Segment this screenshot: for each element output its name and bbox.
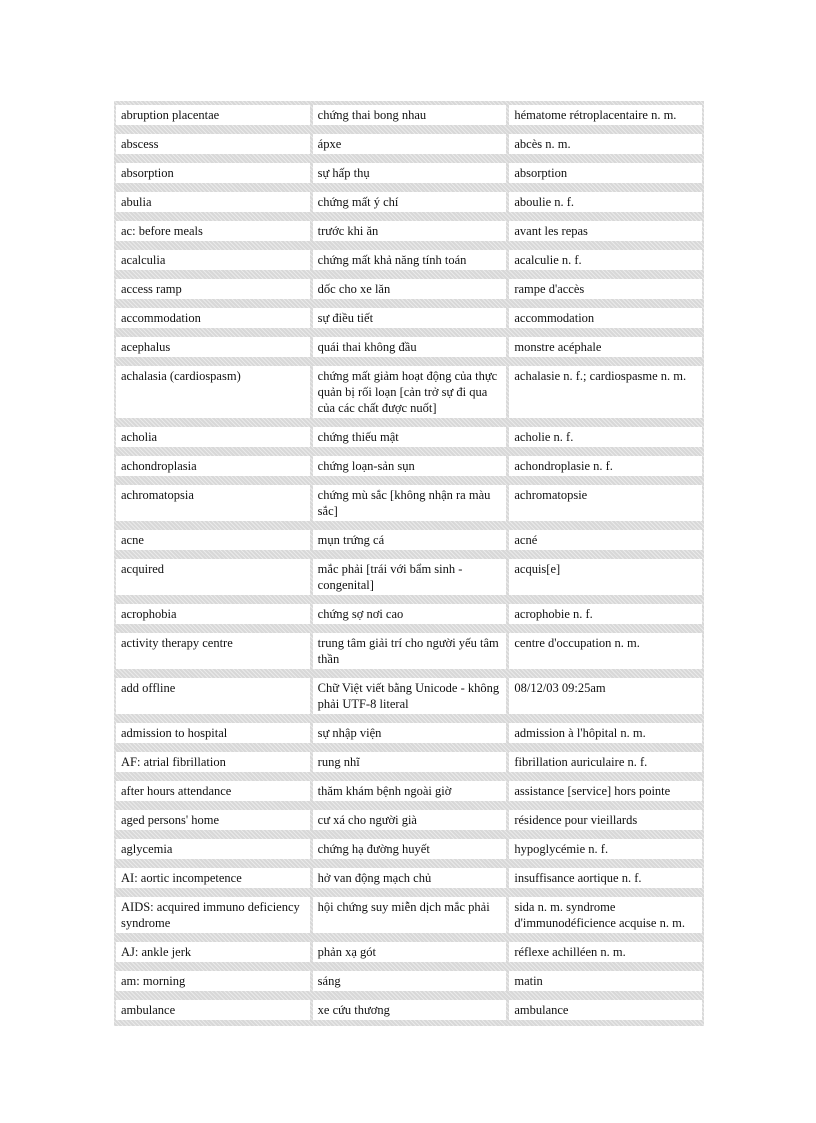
term-english: AI: aortic incompetence xyxy=(116,868,310,888)
table-row xyxy=(116,221,702,241)
term-english: abscess xyxy=(116,134,310,154)
table-row xyxy=(116,810,702,830)
term-english: achondroplasia xyxy=(116,456,310,476)
term-vietnamese: mắc phải [trái với bẩm sinh - congenital] xyxy=(313,559,507,595)
term-english: admission to hospital xyxy=(116,723,310,743)
table-row xyxy=(116,530,702,550)
term-vietnamese: Chữ Việt viết bằng Unicode - không phải UTF-8 literal xyxy=(313,678,507,714)
term-french: aboulie n. f. xyxy=(509,192,702,212)
table-row xyxy=(116,633,702,669)
term-french: abcès n. m. xyxy=(509,134,702,154)
term-english: acne xyxy=(116,530,310,550)
glossary-table xyxy=(114,101,704,1026)
table-row xyxy=(116,105,702,125)
term-vietnamese: mụn trứng cá xyxy=(313,530,507,550)
term-french: acrophobie n. f. xyxy=(509,604,702,624)
term-french: insuffisance aortique n. f. xyxy=(509,868,702,888)
term-vietnamese: sự nhập viện xyxy=(313,723,507,743)
term-vietnamese: sáng xyxy=(313,971,507,991)
term-vietnamese: chứng thai bong nhau xyxy=(313,105,507,125)
term-vietnamese: trước khi ăn xyxy=(313,221,507,241)
term-english: achromatopsia xyxy=(116,485,310,521)
table-row xyxy=(116,163,702,183)
term-french: monstre acéphale xyxy=(509,337,702,357)
term-vietnamese: cư xá cho người già xyxy=(313,810,507,830)
table-row xyxy=(116,308,702,328)
term-vietnamese: sự hấp thụ xyxy=(313,163,507,183)
term-english: achalasia (cardiospasm) xyxy=(116,366,310,418)
table-row xyxy=(116,279,702,299)
table-row xyxy=(116,604,702,624)
term-english: am: morning xyxy=(116,971,310,991)
term-french: avant les repas xyxy=(509,221,702,241)
term-english: access ramp xyxy=(116,279,310,299)
term-english: acephalus xyxy=(116,337,310,357)
term-vietnamese: chứng mất khả năng tính toán xyxy=(313,250,507,270)
table-row xyxy=(116,427,702,447)
term-english: acholia xyxy=(116,427,310,447)
term-english: aged persons' home xyxy=(116,810,310,830)
term-french: acquis[e] xyxy=(509,559,702,595)
term-vietnamese: trung tâm giải trí cho người yếu tâm thần xyxy=(313,633,507,669)
term-vietnamese: chứng mù sắc [không nhận ra màu sắc] xyxy=(313,485,507,521)
table-row xyxy=(116,559,702,595)
term-french: fibrillation auriculaire n. f. xyxy=(509,752,702,772)
term-english: abruption placentae xyxy=(116,105,310,125)
table-row xyxy=(116,678,702,714)
term-vietnamese: ápxe xyxy=(313,134,507,154)
term-french: hématome rétroplacentaire n. m. xyxy=(509,105,702,125)
table-row xyxy=(116,366,702,418)
table-row xyxy=(116,337,702,357)
term-french: réflexe achilléen n. m. xyxy=(509,942,702,962)
table-row xyxy=(116,868,702,888)
term-vietnamese: chứng sợ nơi cao xyxy=(313,604,507,624)
term-english: accommodation xyxy=(116,308,310,328)
term-french: résidence pour vieillards xyxy=(509,810,702,830)
table-row xyxy=(116,781,702,801)
term-french: centre d'occupation n. m. xyxy=(509,633,702,669)
term-vietnamese: hở van động mạch chủ xyxy=(313,868,507,888)
term-french: sida n. m. syndrome d'immunodéficience acquise n. m. xyxy=(509,897,702,933)
term-french: admission à l'hôpital n. m. xyxy=(509,723,702,743)
term-vietnamese: chứng mất ý chí xyxy=(313,192,507,212)
term-english: ac: before meals xyxy=(116,221,310,241)
term-english: after hours attendance xyxy=(116,781,310,801)
term-vietnamese: chứng mất giảm hoạt động của thực quản bị rối loạn [cản trở sự đi qua của các chất được nuốt] xyxy=(313,366,507,418)
table-row xyxy=(116,192,702,212)
table-row xyxy=(116,971,702,991)
term-french: hypoglycémie n. f. xyxy=(509,839,702,859)
term-english: abulia xyxy=(116,192,310,212)
table-row xyxy=(116,456,702,476)
term-french: ambulance xyxy=(509,1000,702,1020)
term-english: acquired xyxy=(116,559,310,595)
term-english: acalculia xyxy=(116,250,310,270)
term-vietnamese: xe cứu thương xyxy=(313,1000,507,1020)
term-vietnamese: quái thai không đầu xyxy=(313,337,507,357)
term-french: achalasie n. f.; cardiospasme n. m. xyxy=(509,366,702,418)
term-vietnamese: sự điều tiết xyxy=(313,308,507,328)
term-english: AF: atrial fibrillation xyxy=(116,752,310,772)
term-english: aglycemia xyxy=(116,839,310,859)
table-row xyxy=(116,485,702,521)
table-row xyxy=(116,839,702,859)
term-english: absorption xyxy=(116,163,310,183)
term-french: achromatopsie xyxy=(509,485,702,521)
table-row xyxy=(116,752,702,772)
term-english: add offline xyxy=(116,678,310,714)
term-french: achondroplasie n. f. xyxy=(509,456,702,476)
table-row xyxy=(116,1000,702,1020)
term-english: acrophobia xyxy=(116,604,310,624)
term-vietnamese: thăm khám bệnh ngoài giờ xyxy=(313,781,507,801)
term-french: 08/12/03 09:25am xyxy=(509,678,702,714)
term-french: matin xyxy=(509,971,702,991)
term-english: AIDS: acquired immuno deficiency syndrome xyxy=(116,897,310,933)
table-row xyxy=(116,134,702,154)
term-french: acholie n. f. xyxy=(509,427,702,447)
term-english: AJ: ankle jerk xyxy=(116,942,310,962)
term-vietnamese: chứng hạ đường huyết xyxy=(313,839,507,859)
term-french: assistance [service] hors pointe xyxy=(509,781,702,801)
term-vietnamese: dốc cho xe lăn xyxy=(313,279,507,299)
table-row xyxy=(116,897,702,933)
table-row xyxy=(116,942,702,962)
term-vietnamese: chứng thiếu mật xyxy=(313,427,507,447)
term-vietnamese: rung nhĩ xyxy=(313,752,507,772)
term-french: rampe d'accès xyxy=(509,279,702,299)
term-vietnamese: hội chứng suy miễn dịch mắc phải xyxy=(313,897,507,933)
term-french: accommodation xyxy=(509,308,702,328)
term-french: acalculie n. f. xyxy=(509,250,702,270)
table-row xyxy=(116,250,702,270)
table-row xyxy=(116,723,702,743)
term-french: absorption xyxy=(509,163,702,183)
term-french: acné xyxy=(509,530,702,550)
term-english: ambulance xyxy=(116,1000,310,1020)
term-english: activity therapy centre xyxy=(116,633,310,669)
term-vietnamese: phản xạ gót xyxy=(313,942,507,962)
term-vietnamese: chứng loạn-sản sụn xyxy=(313,456,507,476)
